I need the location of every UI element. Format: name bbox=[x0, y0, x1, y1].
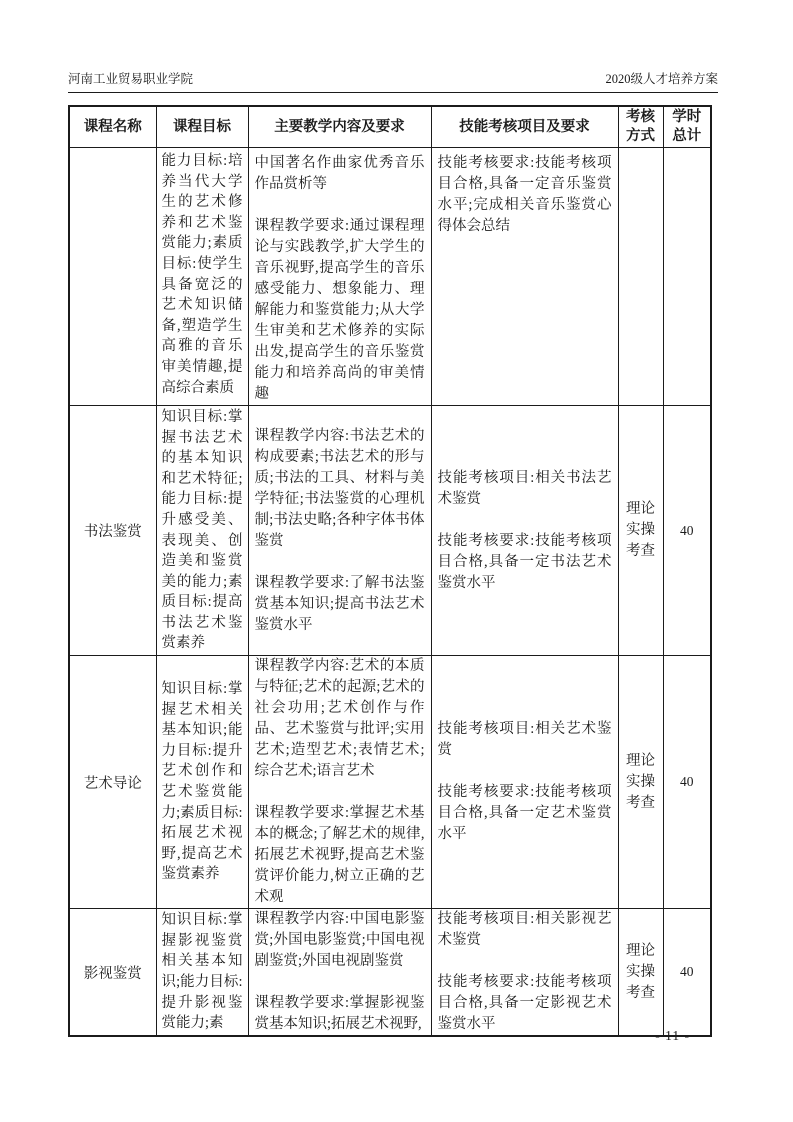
skill-assessment-cell bbox=[431, 656, 618, 909]
header-plan-title: 2020级人才培养方案 bbox=[605, 72, 718, 86]
skill-assessment-cell bbox=[431, 148, 618, 406]
teaching-content-paragraph: 中国著名作曲家优秀音乐作品赏析等 bbox=[254, 155, 425, 192]
table-header-row bbox=[69, 106, 711, 148]
column-header-assessment: 技能考核项目及要求 bbox=[431, 106, 618, 148]
teaching-content-paragraph: 课程教学内容:中国电影鉴赏;外国电影鉴赏;中国电视剧鉴赏;外国电视剧鉴赏 bbox=[254, 911, 425, 969]
table-row-calligraphy bbox=[69, 406, 711, 656]
teaching-content-cell bbox=[248, 656, 431, 909]
table-row-film-appreciation bbox=[69, 909, 711, 1037]
column-header-course-name: 课程名称 bbox=[69, 106, 156, 148]
teaching-requirement-paragraph: 课程教学要求:了解书法鉴赏基本知识;提高书法艺术鉴赏水平 bbox=[254, 574, 425, 633]
teaching-content-paragraph: 课程教学内容:艺术的本质与特征;艺术的起源;艺术的社会功用;艺术创作与作品、艺术鉴赏与批评;实用艺术;造型艺术;表情艺术;综合艺术;语言艺术 bbox=[254, 658, 425, 779]
course-name-cell: 书法鉴赏 bbox=[69, 406, 156, 656]
course-name-cell: 影视鉴赏 bbox=[69, 909, 156, 1037]
assessment-requirement-paragraph: 技能考核要求:技能考核项目合格,具备一定影视艺术鉴赏水平 bbox=[437, 974, 612, 1032]
assessment-method-cell bbox=[618, 148, 663, 406]
assessment-requirement-paragraph: 技能考核要求:技能考核项目合格,具备一定音乐鉴赏水平;完成相关音乐鉴赏心得体会总结 bbox=[437, 155, 612, 234]
skill-assessment-cell bbox=[431, 406, 618, 656]
header-school-name: 河南工业贸易职业学院 bbox=[68, 72, 194, 86]
course-objectives-cell: 知识目标:掌握影视鉴赏相关基本知识;能力目标:提升影视鉴赏能力;素 bbox=[156, 909, 248, 1037]
assessment-item-paragraph: 技能考核项目:相关影视艺术鉴赏 bbox=[437, 911, 612, 948]
course-name-cell: 艺术导论 bbox=[69, 656, 156, 909]
teaching-content-paragraph: 课程教学内容:书法艺术的构成要素;书法艺术的形与质;书法的工具、材料与美学特征;书法鉴赏的心理机制;书法史略;各种字体书体鉴赏 bbox=[254, 427, 425, 549]
assessment-item-paragraph: 技能考核项目:相关书法艺术鉴赏 bbox=[437, 469, 612, 507]
course-objectives-cell: 知识目标:掌握艺术相关基本知识;能力目标:提升艺术创作和艺术鉴赏能力;素质目标:拓展艺术视野,提高艺术鉴赏素养 bbox=[156, 656, 248, 909]
course-objectives-cell: 知识目标:掌握书法艺术的基本知识和艺术特征;能力目标:提升感受美、表现美、创造美和鉴赏美的能力;素质目标:提高书法艺术鉴赏素养 bbox=[156, 406, 248, 656]
course-objectives-cell: 能力目标:培养当代大学生的艺术修养和艺术鉴赏能力;素质目标:使学生具备宽泛的艺术知识储备,塑造学生高雅的音乐审美情趣,提高综合素质 bbox=[156, 148, 248, 406]
course-name-cell bbox=[69, 148, 156, 406]
teaching-requirement-paragraph: 课程教学要求:通过课程理论与实践教学,扩大学生的音乐视野,提高学生的音乐感受能力、想象能力、理解能力和鉴赏能力;从大学生审美和艺术修养的实际出发,提高学生的音乐鉴赏能力和培养高尚的审美情趣 bbox=[254, 218, 425, 402]
column-header-objectives: 课程目标 bbox=[156, 106, 248, 148]
teaching-requirement-paragraph: 课程教学要求:掌握艺术基本的概念;了解艺术的规律,拓展艺术视野,提高艺术鉴赏评价能力,树立正确的艺术观 bbox=[254, 805, 425, 905]
teaching-requirement-paragraph: 课程教学要求:掌握影视鉴赏基本知识;拓展艺术视野, bbox=[254, 995, 425, 1032]
column-header-method: 考核方式 bbox=[618, 106, 663, 148]
teaching-content-cell bbox=[248, 909, 431, 1037]
assessment-method-cell: 理论实操考查 bbox=[618, 909, 663, 1037]
column-header-hours: 学时总计 bbox=[663, 106, 711, 148]
assessment-item-paragraph: 技能考核项目:相关艺术鉴赏 bbox=[437, 721, 612, 758]
assessment-method-cell: 理论实操考查 bbox=[618, 656, 663, 909]
course-table bbox=[68, 105, 712, 1037]
teaching-content-cell bbox=[248, 148, 431, 406]
teaching-content-cell bbox=[248, 406, 431, 656]
column-header-content: 主要教学内容及要求 bbox=[248, 106, 431, 148]
total-hours-cell: 40 bbox=[663, 406, 711, 656]
total-hours-cell: 40 bbox=[663, 909, 711, 1037]
assessment-requirement-paragraph: 技能考核要求:技能考核项目合格,具备一定书法艺术鉴赏水平 bbox=[437, 532, 612, 591]
total-hours-cell: 40 bbox=[663, 656, 711, 909]
page-number: - 11 - bbox=[655, 1028, 690, 1043]
assessment-requirement-paragraph: 技能考核要求:技能考核项目合格,具备一定艺术鉴赏水平 bbox=[437, 784, 612, 842]
assessment-method-cell: 理论实操考查 bbox=[618, 406, 663, 656]
page-header bbox=[68, 72, 718, 93]
total-hours-cell bbox=[663, 148, 711, 406]
table-row-art-introduction bbox=[69, 656, 711, 909]
table-row-music-continuation bbox=[69, 148, 711, 406]
skill-assessment-cell bbox=[431, 909, 618, 1037]
